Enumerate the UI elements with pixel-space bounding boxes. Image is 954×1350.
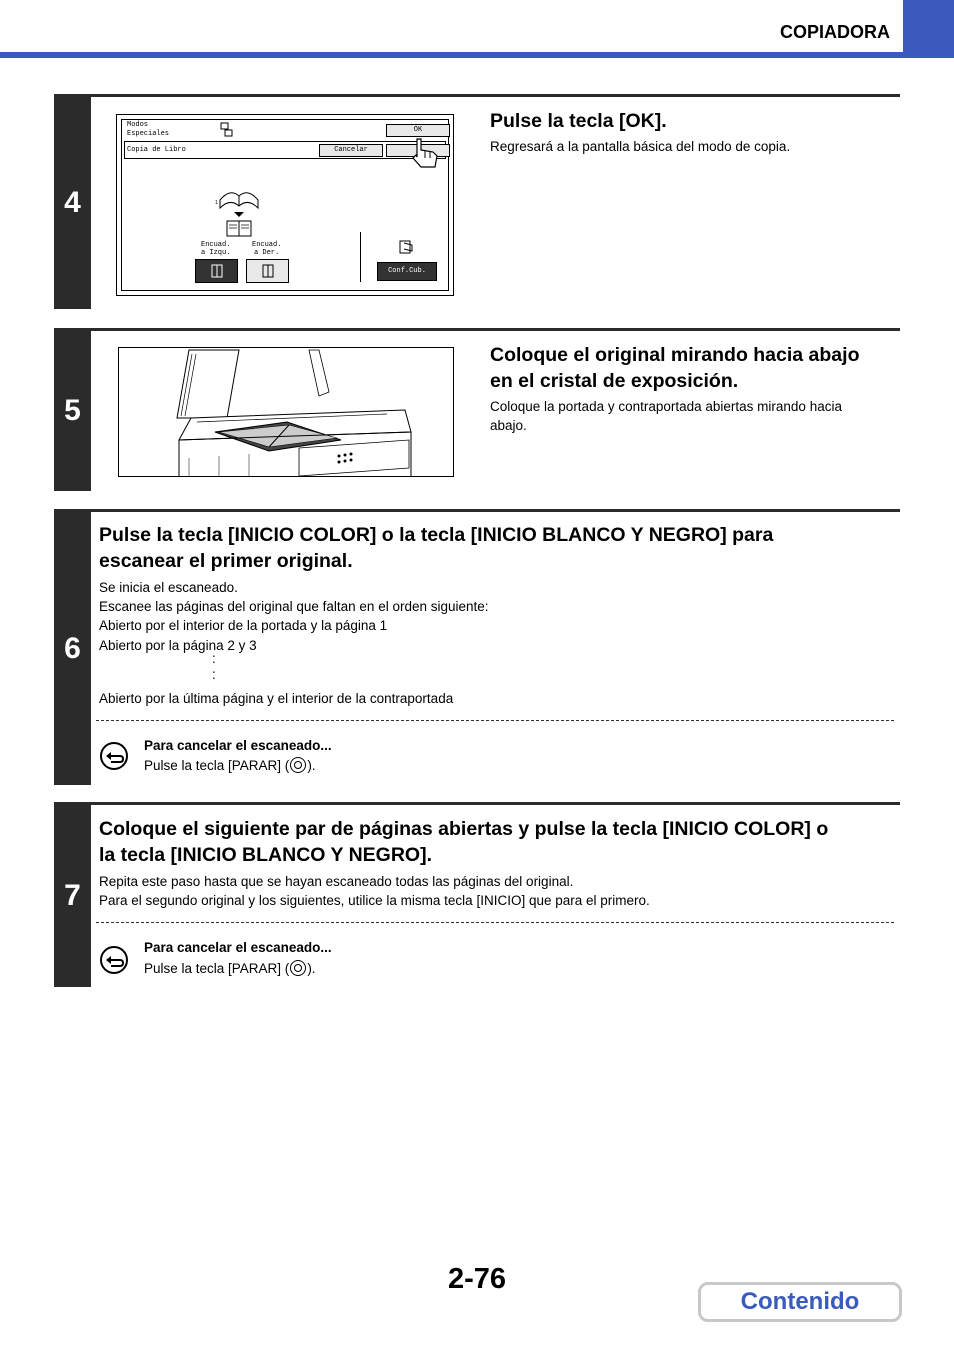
step-heading-line2: la tecla [INICIO BLANCO Y NEGRO]. (99, 844, 433, 866)
left-binding-label-2: a Izqu. (201, 249, 231, 257)
left-binding-label-1: Encuad. (201, 241, 231, 249)
step-6 (54, 509, 900, 785)
step-heading-line1: Coloque el original mirando hacia abajo (490, 344, 860, 366)
note-title: Para cancelar el escaneado... (144, 738, 332, 753)
step-heading-line2: escanear el primer original. (99, 550, 353, 572)
step-text-line2: abajo. (490, 418, 527, 433)
step-text-line: Abierto por la página 2 y 3 (99, 638, 257, 653)
cover-settings-button[interactable]: Conf.Cub. (377, 262, 437, 281)
step-number: 4 (54, 97, 91, 309)
hand-pointer-icon (407, 136, 441, 170)
section-title: COPIADORA (779, 22, 890, 42)
ellipsis-dot: : (212, 651, 216, 666)
divider (96, 922, 894, 923)
step-heading-line2: en el cristal de exposición. (490, 370, 739, 392)
cover-icon (398, 239, 414, 255)
cancel-note-icon (99, 741, 129, 771)
page-number: 2-76 (447, 1263, 507, 1295)
svg-text:1: 1 (215, 200, 218, 206)
step-text-line: Abierto por la última página y el interior de la contraportada (99, 691, 454, 706)
step-number: 6 (54, 512, 91, 785)
left-binding-icon (210, 264, 224, 278)
step-text: Regresará a la pantalla básica del modo de copia. (490, 139, 791, 154)
special-modes-icon (220, 122, 234, 138)
divider (96, 720, 894, 721)
copy-mode-label: Copia de Libro (127, 146, 186, 154)
step-text-line: Se inicia el escaneado. (99, 580, 238, 595)
step-text-line2: Para el segundo original y los siguientes, utilice la misma tecla [INICIO] que para el primero. (99, 893, 650, 908)
step-4 (54, 94, 900, 309)
step-number: 7 (54, 805, 91, 987)
ok-button[interactable]: OK (386, 124, 450, 137)
ellipsis-dot: : (212, 667, 216, 682)
mode-label-2: Especiales (127, 130, 170, 138)
note-text: Pulse la tecla [PARAR] ( ). (144, 961, 316, 976)
stop-key-icon (290, 757, 306, 773)
step-number: 5 (54, 331, 91, 491)
left-binding-button[interactable] (195, 259, 238, 283)
book-copy-icon (214, 178, 264, 238)
step-heading: Pulse la tecla [OK]. (490, 110, 667, 132)
header-bar (0, 52, 903, 58)
right-binding-icon (261, 264, 275, 278)
right-binding-button[interactable] (246, 259, 289, 283)
cancel-note-icon (99, 945, 129, 975)
note-title: Para cancelar el escaneado... (144, 940, 332, 955)
right-binding-label-2: a Der. (254, 249, 280, 257)
step-text-line1: Repita este paso hasta que se hayan escaneado todas las páginas del original. (99, 874, 574, 889)
copier-glass-illustration (118, 347, 454, 477)
step-heading-line1: Pulse la tecla [INICIO COLOR] o la tecla [INICIO BLANCO Y NEGRO] para (99, 524, 774, 546)
stop-key-icon (290, 960, 306, 976)
step-5 (54, 328, 900, 491)
note-text: Pulse la tecla [PARAR] ( ). (144, 758, 316, 773)
contents-button[interactable]: Contenido (698, 1282, 902, 1322)
cancel-button[interactable]: Cancelar (319, 144, 383, 157)
touch-panel-screen (116, 114, 454, 296)
step-7 (54, 802, 900, 987)
header-tab (903, 0, 954, 58)
step-heading-line1: Coloque el siguiente par de páginas abiertas y pulse la tecla [INICIO COLOR] o (99, 818, 829, 840)
right-binding-label-1: Encuad. (252, 241, 282, 249)
step-text-line: Abierto por el interior de la portada y la página 1 (99, 618, 388, 633)
mode-label-1: Modos (127, 121, 149, 129)
step-text-line: Escanee las páginas del original que faltan en el orden siguiente: (99, 599, 489, 614)
step-text-line1: Coloque la portada y contraportada abiertas mirando hacia (490, 399, 842, 414)
